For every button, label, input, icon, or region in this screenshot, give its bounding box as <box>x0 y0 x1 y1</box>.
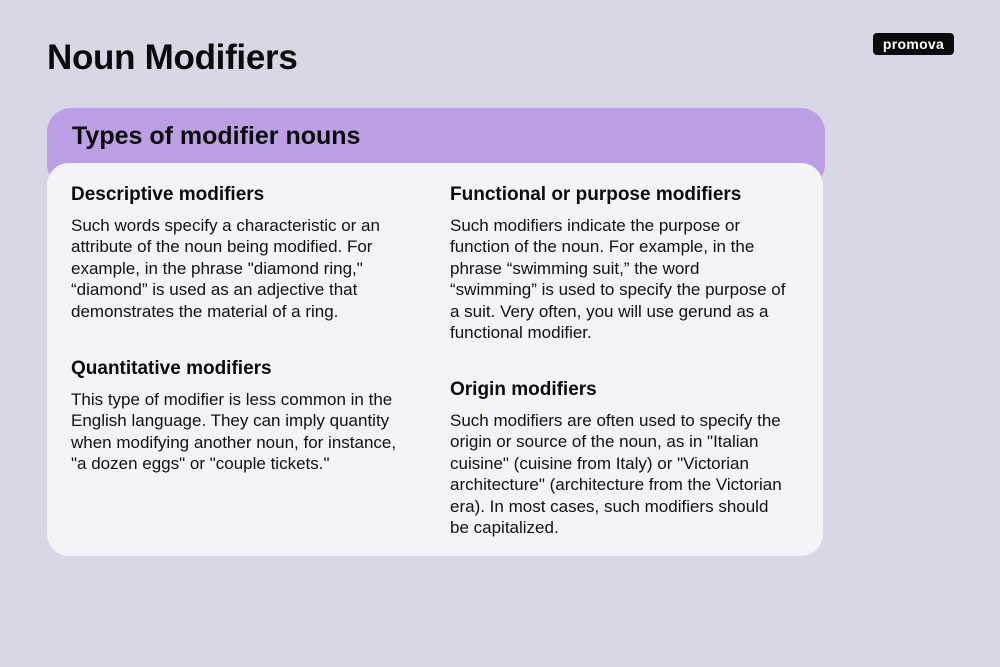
section-body: This type of modifier is less common in the English language. They can imply quantity when modifying another noun, for instance, "a dozen eggs" or "couple tickets." <box>71 390 397 474</box>
section-header-title: Types of modifier nouns <box>72 122 361 150</box>
descriptive-modifiers-section <box>71 183 411 322</box>
content-card <box>47 163 823 556</box>
section-body: Such words specify a characteristic or an attribute of the noun being modified. For example, in the phrase "diamond ring," “diamond” is used as an adjective that demonstrates the material of a ring. <box>71 216 380 321</box>
section-heading: Origin modifiers <box>450 379 597 400</box>
functional-modifiers-section <box>450 183 790 343</box>
page-title: Noun Modifiers <box>47 38 298 77</box>
promova-logo: promova <box>873 33 954 55</box>
quantitative-modifiers-section <box>71 357 411 475</box>
section-heading: Functional or purpose modifiers <box>450 184 742 205</box>
section-heading: Descriptive modifiers <box>71 184 265 205</box>
section-body: Such modifiers are often used to specify the origin or source of the noun, as in "Italian cuisine" (cuisine from Italy) or "Victorian architecture" (architecture from the Victorian era). In most cases, such modifiers should be capitalized. <box>450 411 782 538</box>
origin-modifiers-section <box>450 378 790 538</box>
section-body: Such modifiers indicate the purpose or function of the noun. For example, in the phrase “swimming suit,” the word “swimming” is used to specify the purpose of a suit. Very often, you will use gerund as a functional modifier. <box>450 216 786 343</box>
section-heading: Quantitative modifiers <box>71 358 272 379</box>
